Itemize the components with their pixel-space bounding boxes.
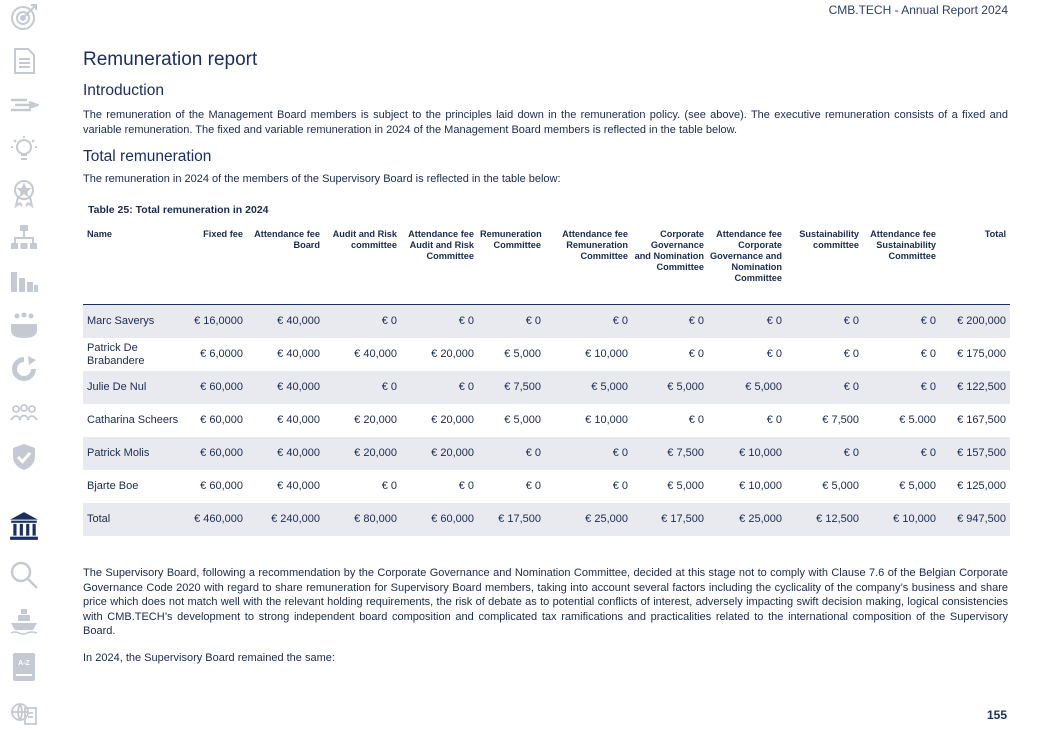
amount-cell: € 10,000 [585,348,628,360]
glossary-az-icon[interactable] [7,650,41,684]
amount-cell: € 0 [381,480,397,492]
amount-cell: € 0 [708,305,786,339]
amount-cell: € 0 [478,305,545,339]
table-row [83,338,1010,371]
team-crown-icon[interactable] [7,308,41,342]
column-header: Attendance fee Sustainability Committee [863,226,940,305]
amount-cell: € 60,000 [200,480,243,492]
glossary-label: A-Z [18,660,30,667]
amount-cell: € 17,500 [632,503,708,536]
amount-cell: € 0 [324,305,401,339]
bar-chart-icon[interactable] [7,264,41,298]
amount-cell: € 60,000 [200,414,243,426]
amount-cell: € 460,000 [183,503,247,536]
amount-cell: € 40,000 [247,437,324,470]
amount-cell: € 0 [688,414,704,426]
page-title: Remuneration report [83,49,258,70]
table-row [83,404,1010,437]
amount-cell: € 20,000 [431,414,474,426]
amount-cell: € 20,000 [354,414,397,426]
table-row [83,437,1010,470]
amount-cell: € 40,000 [277,414,320,426]
final-text: In 2024, the Supervisory Board remained the same: [83,652,335,664]
column-header: Audit and Risk committee [324,226,401,305]
amount-cell: € 5.000 [899,414,936,426]
amount-cell: € 5,000 [545,371,632,404]
amount-cell: € 0 [786,305,863,339]
amount-cell: € 0 [401,371,478,404]
amount-cell: € 10,000 [708,437,786,470]
column-header: Name [83,226,183,305]
amount-cell: € 157,500 [940,437,1010,470]
amount-cell: € 25,000 [708,503,786,536]
amount-cell: € 40,000 [247,305,324,339]
amount-cell: € 40,000 [277,348,320,360]
member-name-cell: Patrick De Brabandere [87,341,145,367]
document-icon[interactable] [7,44,41,78]
globe-document-icon[interactable] [7,696,41,730]
column-header: Attendance fee Board [247,226,324,305]
amount-cell: € 0 [920,348,936,360]
amount-cell: € 5,000 [632,371,708,404]
amount-cell: € 60,000 [183,371,247,404]
amount-cell: € 0 [786,371,863,404]
amount-cell: € 10,000 [739,480,782,492]
total-remuneration-heading: Total remuneration [83,148,212,165]
report-title: CMB.TECH - Annual Report 2024 [828,3,1008,17]
total-row [83,503,1010,536]
amount-cell: € 167,500 [957,414,1006,426]
sidebar-nav [0,0,50,746]
amount-cell: € 0 [786,437,863,470]
table-caption: Table 25: Total remuneration in 2024 [88,204,269,216]
ship-icon[interactable] [7,604,41,638]
member-name-cell: Catharina Scheers [87,414,179,426]
amount-cell: € 40,000 [277,480,320,492]
column-header: Attendance fee Audit and Risk Committee [401,226,478,305]
amount-cell: € 10,000 [863,503,940,536]
ship-speed-icon[interactable] [7,88,41,122]
amount-cell: € 17,500 [478,503,545,536]
remuneration-table [83,226,1010,536]
amount-cell: € 0 [688,348,704,360]
amount-cell: € 125,000 [957,480,1006,492]
amount-cell: € 5,000 [708,371,786,404]
intro-text: The remuneration of the Management Board members is subject to the principles laid down in the remuneration policy. (see above). The executive remuneration consists of a fixed and variable remuneration. The fixed and variable remuneration in 2024 of the Management Board members is reflected in the table below. [83,109,1008,136]
amount-cell: € 0 [766,414,782,426]
amount-cell: € 0 [632,305,708,339]
amount-cell: € 0 [525,480,541,492]
page-number: 155 [986,708,1007,722]
amount-cell: € 175,000 [957,348,1006,360]
amount-cell: € 25,000 [545,503,632,536]
table-row [83,470,1010,503]
member-name-cell: Total [83,503,183,536]
closing-text: The Supervisory Board, following a recommendation by the Corporate Governance and Nomination Committee, decided at this stage not to comply with Clause 7.6 of the Belgian Corporate Governance Code 2020 with regard to share remuneration for Supervisory Board members, taking into account several factors including the cyclicality of the company’s business and share price which does not match well with the relevant holding requirements, the risk of debate as to potential conflicts of interest, adversely impacting swift decision making, logical consistencies with CMB.TECH’s development to strong independent board composition and complicated tax ramifications and practicalities related to the international composition of the Supervisory Board. [83,567,1008,637]
amount-cell: € 0 [766,348,782,360]
amount-cell: € 7,500 [632,437,708,470]
table-row [83,305,1010,339]
intro-heading: Introduction [83,82,164,99]
amount-cell: € 5,000 [504,348,541,360]
amount-cell: € 6,0000 [200,348,243,360]
amount-cell: € 60,000 [401,503,478,536]
amount-cell: € 240,000 [247,503,324,536]
amount-cell: € 0 [863,437,940,470]
bank-building-icon[interactable] [7,509,41,543]
amount-cell: € 5,000 [667,480,704,492]
org-chart-icon[interactable] [7,220,41,254]
table-header-row [83,226,1010,305]
amount-cell: € 5,000 [899,480,936,492]
member-name-cell: Marc Saverys [83,305,183,339]
member-name-cell: Patrick Molis [83,437,183,470]
amount-cell: € 60,000 [183,437,247,470]
table-row [83,371,1010,404]
total-remuneration-text: The remuneration in 2024 of the members of the Supervisory Board is reflected in the table below: [83,173,561,185]
column-header: Remuneration Committee [478,226,545,305]
award-badge-icon[interactable] [7,176,41,210]
column-header: Total [940,226,1010,305]
people-group-icon[interactable] [7,396,41,430]
column-header: Corporate Governance and Nomination Committee [632,226,708,305]
amount-cell: € 0 [545,305,632,339]
amount-cell: € 80,000 [324,503,401,536]
amount-cell: € 7,500 [478,371,545,404]
member-name-cell: Bjarte Boe [87,480,139,492]
amount-cell: € 122,500 [940,371,1010,404]
search-icon[interactable] [7,558,41,592]
amount-cell: € 7,500 [822,414,859,426]
amount-cell: € 40,000 [354,348,397,360]
amount-cell: € 40,000 [247,371,324,404]
lightbulb-icon[interactable] [7,132,41,166]
amount-cell: € 0 [324,371,401,404]
globe-recycle-icon[interactable] [7,352,41,386]
amount-cell: € 947,500 [940,503,1010,536]
column-header: Sustainability committee [786,226,863,305]
amount-cell: € 200,000 [940,305,1010,339]
amount-cell: € 0 [478,437,545,470]
amount-cell: € 12,500 [786,503,863,536]
amount-cell: € 5,000 [822,480,859,492]
amount-cell: € 0 [545,437,632,470]
amount-cell: € 0 [612,480,628,492]
column-header: Attendance fee Remuneration Committee [545,226,632,305]
amount-cell: € 0 [843,348,859,360]
target-icon[interactable] [7,0,41,34]
amount-cell: € 0 [863,305,940,339]
amount-cell: € 5,000 [504,414,541,426]
amount-cell: € 10,000 [585,414,628,426]
amount-cell: € 0 [401,305,478,339]
amount-cell: € 20,000 [431,348,474,360]
column-header: Attendance fee Corporate Governance and Nomination Committee [708,226,786,305]
member-name-cell: Julie De Nul [83,371,183,404]
amount-cell: € 20,000 [401,437,478,470]
shield-check-icon[interactable] [7,440,41,474]
amount-cell: € 0 [863,371,940,404]
amount-cell: € 0 [458,480,474,492]
column-header: Fixed fee [183,226,247,305]
amount-cell: € 20,000 [324,437,401,470]
amount-cell: € 16,0000 [183,305,247,339]
